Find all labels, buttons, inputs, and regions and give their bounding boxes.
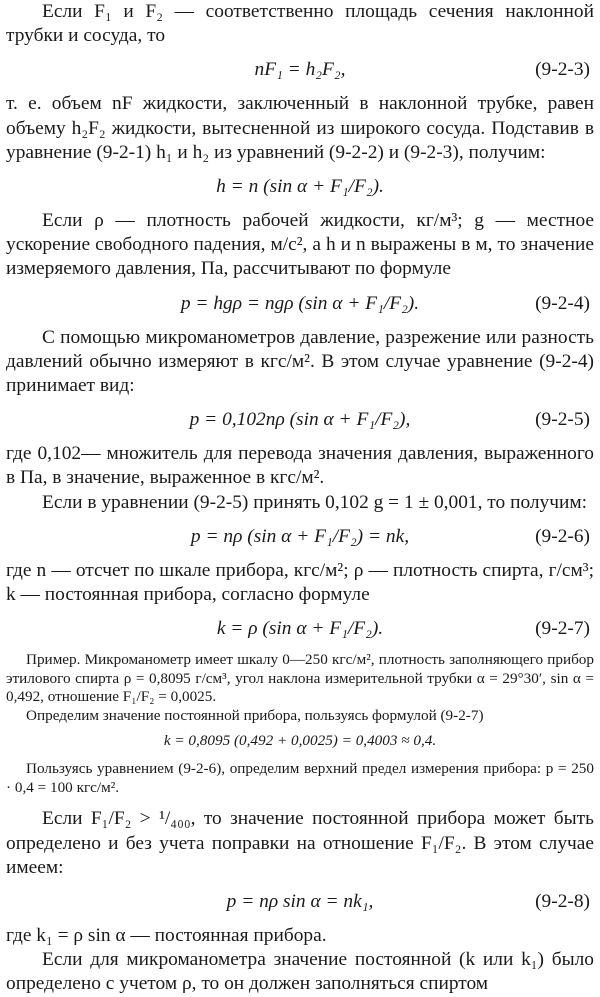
equation-formula: p = nρ sin α = nk₁, (226, 891, 374, 913)
equation-formula: h = n (sin α + F₁/F₂). (216, 176, 384, 198)
equation-row (6, 515, 594, 559)
equation-row (6, 880, 594, 924)
equation-formula: p = 0,102nρ (sin α + F₁/F₂), (189, 409, 411, 431)
example-paragraph: Пример. Микроманометр имеет шкалу 0—250 кгс/м², плотность заполняющего прибор этилового спирта ρ = 0,8095 г/см³, угол наклона измерительной трубки α = 29°30′, sin α = 0,492, отношение F₁/F₂ = 0,0025. (6, 651, 594, 706)
equation-formula: k = ρ (sin α + F₁/F₂). (216, 618, 384, 640)
paragraph: Если F₁/F₂ > ¹/₄₀₀, то значение постоянной прибора может быть определено и без учета поправки на отношение F₁/F₂. В этом случае имеем: (6, 808, 594, 878)
equation-row (6, 48, 594, 92)
example-equation: k = 0,8095 (0,492 + 0,0025) = 0,4003 ≈ 0,4. (163, 731, 437, 749)
example-paragraph: Определим значение постоянной прибора, пользуясь формулой (9-2-7) (26, 707, 484, 725)
equation-number: (9-2-7) (535, 618, 590, 640)
paragraph: Если F₁ и F₂ — соответственно площадь сечения наклонной трубки и сосуда, то (6, 1, 594, 47)
equation-formula: p = nρ (sin α + F₁/F₂) = nk, (190, 525, 410, 547)
equation-number: (9-2-8) (535, 891, 590, 913)
paragraph: Если для микроманометра значение постоянной (k или k₁) было определено с учетом ρ, то он должен заполняться спиртом (6, 949, 594, 995)
equation-row (6, 165, 594, 209)
equation-formula: p = hgρ = ngρ (sin α + F₁/F₂). (180, 292, 420, 314)
paragraph: Если в уравнении (9-2-5) принять 0,102 g = 1 ± 0,001, то получим: (42, 491, 588, 513)
equation-number: (9-2-3) (535, 59, 590, 81)
section-spacer (6, 797, 594, 807)
paragraph: где 0,102— множитель для перевода значения давления, выраженного в Па, в значение, выраженное в кгс/м². (6, 443, 594, 489)
paragraph: где n — отсчет по шкале прибора, кгс/м²; ρ — плотность спирта, г/см³; k — постоянная прибора, согласно формуле (6, 559, 594, 606)
equation-number: (9-2-4) (535, 292, 590, 314)
paragraph: Если ρ — плотность рабочей жидкости, кг/м³; g — местное ускорение свободного падения, м/с², а h и n выражены в м, то значение измеряемого давления, Па, рассчитывают по формуле (6, 210, 594, 280)
paragraph: где k₁ = ρ sin α — постоянная прибора. (6, 925, 327, 947)
example-paragraph: Пользуясь уравнением (9-2-6), определим верхний предел измерения прибора: p = 250 · 0,4 = 100 кгс/м². (6, 760, 594, 796)
equation-number: (9-2-6) (535, 525, 590, 547)
equation-formula: nF₁ = h₂F₂, (254, 59, 346, 81)
equation-row (6, 398, 594, 442)
paragraph: т. е. объем nF жидкости, заключенный в наклонной трубке, равен объему h₂F₂ жидкости, вытесненной из широкого сосуда. Подставив в уравнение (9-2-1) h₁ и h₂ из уравнений (9-2-2) и (9-2-3), получим: (6, 93, 594, 163)
equation-row (6, 607, 594, 651)
paragraph: С помощью микроманометров давление, разрежение или разность давлений обычно измеряют в кгс/м². В этом случае уравнение (9-2-4) принимает вид: (6, 326, 594, 397)
equation-row (6, 282, 594, 326)
equation-number: (9-2-5) (535, 409, 590, 431)
document-page (6, 0, 594, 997)
